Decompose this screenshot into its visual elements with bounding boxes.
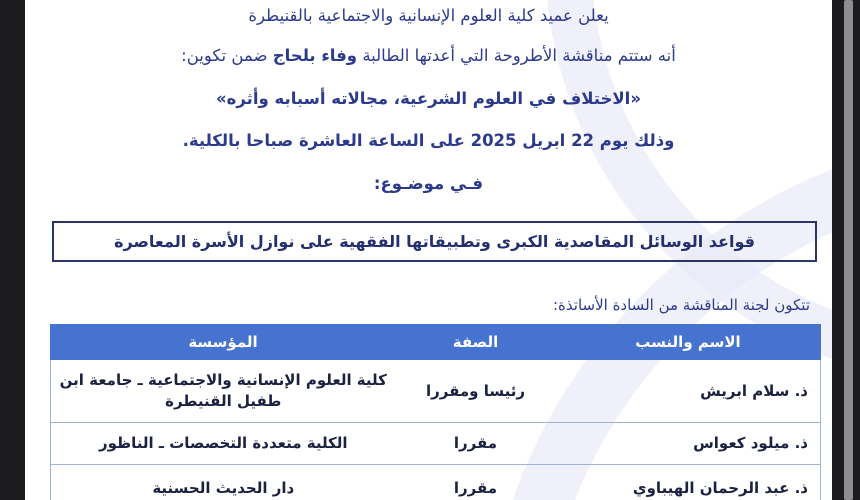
thesis-title: قواعد الوسائل المقاصدية الكبرى وتطبيقاتها الفقهية على نوازل الأسرة المعاصرة xyxy=(114,232,755,251)
header-cell-role: الصفة xyxy=(396,325,556,360)
thesis-title-box xyxy=(52,221,817,262)
line2-suffix: ضمن تكوين: xyxy=(181,46,273,65)
institution-cell: دار الحديث الحسنية xyxy=(51,465,396,500)
header-cell-name: الاسم والنسب xyxy=(556,325,821,360)
committee-intro: تتكون لجنة المناقشة من السادة الأساتذة: xyxy=(552,296,810,314)
table-row xyxy=(51,465,821,500)
name-cell: ذ. سلام ابريش xyxy=(556,360,821,423)
document-page xyxy=(25,0,832,500)
role-cell: مقررا xyxy=(396,465,556,500)
announcement-line-student xyxy=(25,44,832,68)
role-cell: مقررا xyxy=(396,423,556,465)
role-cell: رئيسا ومقررا xyxy=(396,360,556,423)
announcement-document xyxy=(25,0,832,500)
table-header-row xyxy=(51,325,821,360)
committee-table xyxy=(50,324,821,500)
institution-cell: كلية العلوم الإنسانية والاجتماعية ـ جامعة ابن طفيل القنيطرة xyxy=(51,360,396,423)
announcement-line-dean: يعلن عميد كلية العلوم الإنسانية والاجتماعية بالقنيطرة xyxy=(248,6,609,25)
subject-label: فـي موضـوع: xyxy=(373,174,484,193)
name-cell: ذ. عبد الرحمان الهيباوي xyxy=(556,465,821,500)
defense-date: وذلك يوم 22 ابريل 2025 على الساعة العاشرة صباحا بالكلية. xyxy=(182,131,675,150)
program-title: «الاختلاف في العلوم الشرعية، مجالاته أسبابه وأثره» xyxy=(216,89,641,108)
scrollbar[interactable] xyxy=(844,0,853,500)
student-name: وفاء بلحاج xyxy=(272,46,358,65)
table-row xyxy=(51,360,821,423)
institution-cell: الكلية متعددة التخصصات ـ الناظور xyxy=(51,423,396,465)
header-cell-institution: المؤسسة xyxy=(51,325,396,360)
table-row xyxy=(51,423,821,465)
name-cell: ذ. ميلود كعواس xyxy=(556,423,821,465)
line2-prefix: أنه ستتم مناقشة الأطروحة التي أعدتها الطالبة xyxy=(357,46,676,65)
